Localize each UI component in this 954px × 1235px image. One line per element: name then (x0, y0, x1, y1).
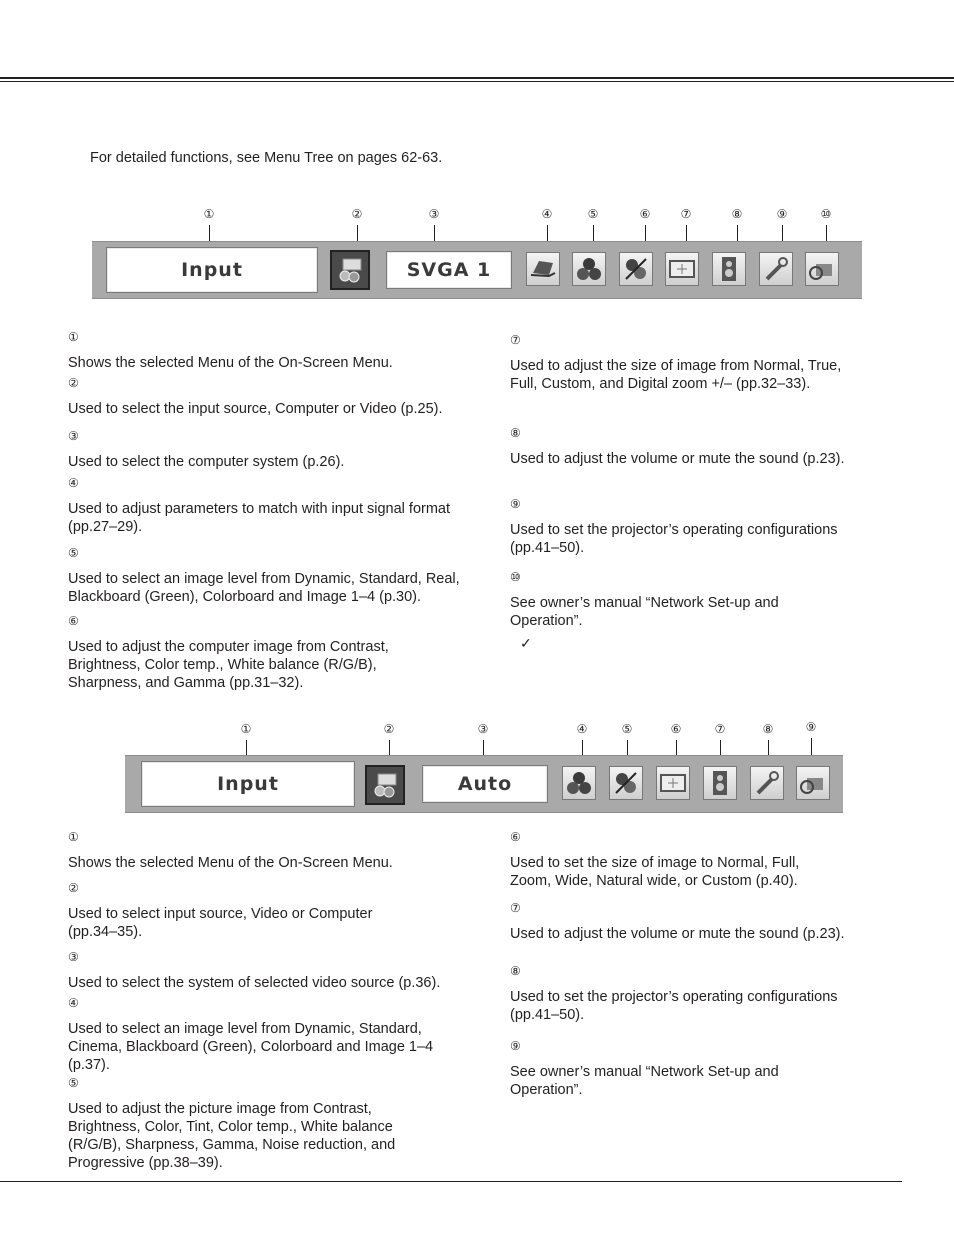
wrench-icon[interactable] (750, 766, 784, 800)
list-item (510, 830, 840, 890)
callout-9: ⑨ (805, 720, 817, 734)
menu-title-label: Input (217, 773, 279, 795)
list-item (68, 429, 498, 471)
list-item (510, 964, 870, 1024)
item-number: ⑨ (510, 1039, 521, 1053)
callout-8: ⑧ (762, 722, 774, 736)
item-text: Used to set the size of image to Normal, Full, Zoom, Wide, Natural wide, or Custom (p.40). (510, 855, 800, 889)
callout-5: ⑤ (587, 207, 599, 221)
item-number: ② (68, 376, 79, 390)
laptop-icon[interactable] (526, 252, 560, 286)
menubar-video (125, 755, 843, 813)
item-number: ⑨ (510, 497, 521, 511)
item-number: ⑥ (510, 830, 521, 844)
item-number: ⑦ (510, 901, 521, 915)
system-box (386, 251, 512, 289)
item-number: ③ (68, 429, 79, 443)
screen-size-icon[interactable] (656, 766, 690, 800)
callout-2: ② (383, 722, 395, 736)
callout-1: ① (203, 207, 215, 221)
item-text: Shows the selected Menu of the On-Screen Menu. (68, 855, 393, 871)
network-icon[interactable] (796, 766, 830, 800)
item-number: ⑦ (510, 333, 521, 347)
item-text: Used to adjust the volume or mute the sound (p.23). (510, 451, 845, 467)
footer-rule (0, 1181, 902, 1182)
callout-9: ⑨ (776, 207, 788, 221)
callout-7: ⑦ (714, 722, 726, 736)
callout-6: ⑥ (639, 207, 651, 221)
menu-title-box (106, 247, 318, 293)
item-number: ⑥ (68, 614, 79, 628)
list-item (68, 376, 498, 418)
speaker-icon[interactable] (712, 252, 746, 286)
list-item (68, 881, 413, 941)
image-select-icon[interactable] (562, 766, 596, 800)
check-mark: ✓ (520, 635, 532, 651)
item-text: Used to adjust the computer image from Contrast, Brightness, Color temp., White balance (R/G/B), Sharpness, and Gamma (pp.31–32). (68, 639, 389, 691)
item-number: ⑩ (510, 570, 521, 584)
item-number: ③ (68, 950, 79, 964)
callout-3: ③ (477, 722, 489, 736)
item-number: ⑧ (510, 426, 521, 440)
item-text: Used to adjust the size of image from Normal, True, Full, Custom, and Digital zoom +/– (pp.32–33). (510, 358, 842, 392)
item-number: ⑧ (510, 964, 521, 978)
list-item (68, 830, 498, 872)
item-text: Used to select the computer system (p.26). (68, 454, 345, 470)
item-text: Used to select the system of selected video source (p.36). (68, 975, 441, 991)
callout-2: ② (351, 207, 363, 221)
menu-title-label: Input (181, 259, 243, 281)
callout-6: ⑥ (670, 722, 682, 736)
system-label: Auto (457, 773, 513, 795)
system-box (422, 765, 548, 803)
list-item (68, 476, 458, 536)
item-text: See owner’s manual “Network Set-up and Operation”. (510, 595, 779, 629)
list-item (68, 330, 498, 372)
callout-4: ④ (541, 207, 553, 221)
system-label: SVGA 1 (406, 259, 492, 281)
item-text: Used to adjust the volume or mute the sound (p.23). (510, 926, 845, 942)
list-item (510, 901, 855, 943)
list-item (510, 333, 855, 393)
list-item (510, 497, 870, 557)
item-text: See owner’s manual “Network Set-up and Operation”. (510, 1064, 779, 1098)
item-text: Used to select an image level from Dynamic, Standard, Real, Blackboard (Green), Colorboard and Image 1–4 (p.30). (68, 571, 460, 605)
list-item (68, 996, 468, 1074)
image-select-icon[interactable] (572, 252, 606, 286)
intro-text: For detailed functions, see Menu Tree on pages 62-63. (90, 150, 443, 166)
image-adjust-icon[interactable] (619, 252, 653, 286)
callout-1: ① (240, 722, 252, 736)
screen-size-icon[interactable] (665, 252, 699, 286)
item-number: ④ (68, 996, 79, 1010)
item-number: ⑤ (68, 546, 79, 560)
callout-8: ⑧ (731, 207, 743, 221)
computer-input-icon[interactable] (330, 250, 370, 290)
header-rule-top (0, 77, 954, 79)
menubar-computer (92, 241, 862, 299)
item-text: Used to set the projector’s operating configurations (pp.41–50). (510, 522, 838, 556)
list-item (510, 1039, 840, 1099)
menu-title-box (141, 761, 355, 807)
list-item (510, 570, 840, 630)
item-text: Used to select the input source, Computer or Video (p.25). (68, 401, 443, 417)
item-text: Used to select input source, Video or Computer (pp.34–35). (68, 906, 373, 940)
list-item (68, 1076, 433, 1172)
list-item (68, 546, 498, 606)
item-text: Shows the selected Menu of the On-Screen Menu. (68, 355, 393, 371)
header-rule-bottom (0, 81, 954, 82)
video-input-icon[interactable] (365, 765, 405, 805)
image-adjust-icon[interactable] (609, 766, 643, 800)
speaker-icon[interactable] (703, 766, 737, 800)
list-item (510, 426, 855, 468)
list-item (68, 950, 498, 992)
item-text: Used to adjust parameters to match with input signal format (pp.27–29). (68, 501, 451, 535)
item-number: ④ (68, 476, 79, 490)
network-icon[interactable] (805, 252, 839, 286)
item-number: ⑤ (68, 1076, 79, 1090)
item-number: ② (68, 881, 79, 895)
item-text: Used to set the projector’s operating configurations (pp.41–50). (510, 989, 838, 1023)
callout-5: ⑤ (621, 722, 633, 736)
wrench-icon[interactable] (759, 252, 793, 286)
callout-3: ③ (428, 207, 440, 221)
callout-7: ⑦ (680, 207, 692, 221)
item-number: ① (68, 330, 79, 344)
list-item (68, 614, 428, 692)
item-text: Used to select an image level from Dynamic, Standard, Cinema, Blackboard (Green), Colorboard and Image 1–4 (p.37). (68, 1021, 434, 1073)
item-text: Used to adjust the picture image from Contrast, Brightness, Color, Tint, Color temp., White balance (R/G/B), Sharpness, Gamma, Noise reduction, and Progressive (pp.38–39). (68, 1101, 396, 1171)
item-number: ① (68, 830, 79, 844)
callout-10: ⑩ (820, 207, 832, 221)
callout-4: ④ (576, 722, 588, 736)
